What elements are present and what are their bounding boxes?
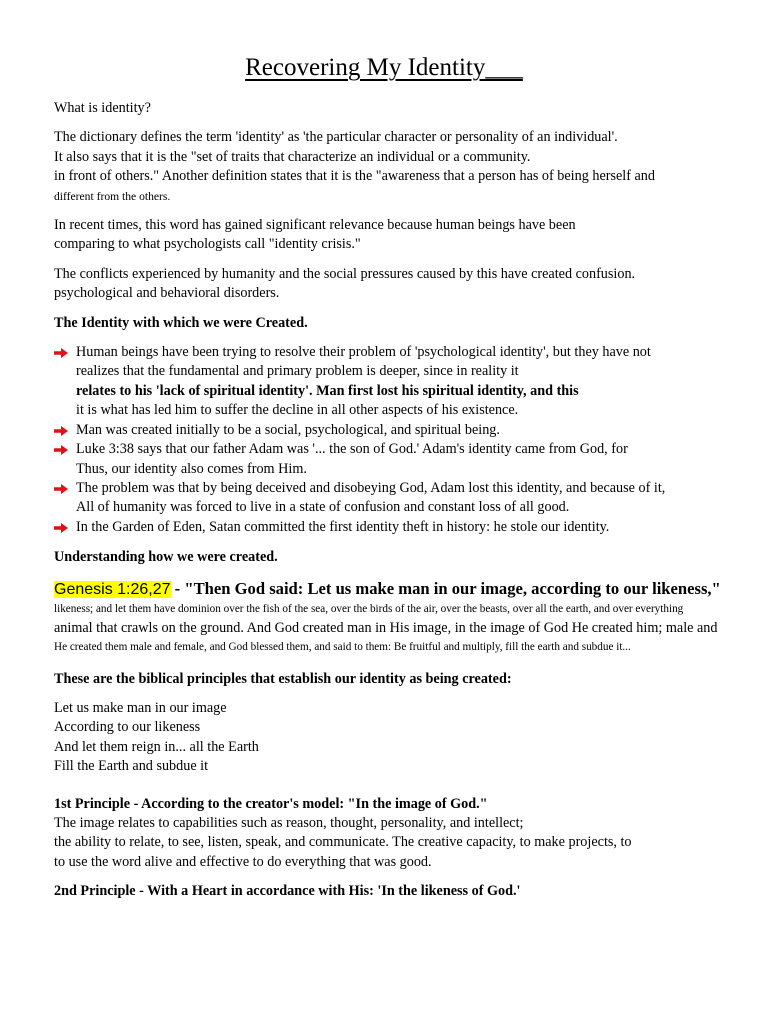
genesis-dash: - <box>170 578 185 598</box>
red-arrow-icon <box>54 445 68 455</box>
relevance-paragraph <box>54 216 754 255</box>
principle-item: Let us make man in our image <box>54 699 227 716</box>
bullet-line-bold: relates to his 'lack of spiritual identity'. Man first lost his spiritual identity, and this <box>76 382 579 399</box>
bullet-item <box>54 440 754 479</box>
principle-1-section <box>54 795 754 873</box>
bullet-item <box>54 421 754 440</box>
section-heading-identity: The Identity with which we were Created. <box>54 314 308 331</box>
conflicts-line: psychological and behavioral disorders. <box>54 285 280 302</box>
genesis-line: He created them male and female, and God blessed them, and said to them: Be fruitful and multiply, fill the earth and subdue it... <box>54 640 631 653</box>
principle-1-line: The image relates to capabilities such as reason, thought, personality, and intellect; <box>54 814 524 831</box>
red-arrow-icon <box>54 484 68 494</box>
genesis-reference: Genesis 1:26,27 <box>54 580 171 598</box>
red-arrow-icon <box>54 426 68 436</box>
spacer <box>54 657 754 670</box>
bullet-line: Thus, our identity also comes from Him. <box>76 460 307 477</box>
principles-heading: These are the biblical principles that establish our identity as being created: <box>54 670 512 687</box>
dictionary-line: It also says that it is the "set of traits that characterize an individual or a community. <box>54 148 531 165</box>
principle-2-heading: 2nd Principle - With a Heart in accordance with His: 'In the likeness of God.' <box>54 883 521 900</box>
section-heading-creation: Understanding how we were created. <box>54 549 278 566</box>
bullet-item <box>54 518 754 537</box>
principle-item: According to our likeness <box>54 719 201 736</box>
bullet-item <box>54 479 754 518</box>
conflicts-line: The conflicts experienced by humanity and the social pressures caused by this have created confusion. <box>54 265 636 282</box>
dictionary-line: in front of others." Another definition states that it is the "awareness that a person has of being herself and <box>54 168 655 185</box>
page-title <box>0 52 768 84</box>
identity-bullet-list <box>54 343 754 537</box>
principles-list <box>54 699 754 777</box>
bullet-line: All of humanity was forced to live in a state of confusion and constant loss of all good. <box>76 499 570 516</box>
dictionary-line: The dictionary defines the term 'identity' as 'the particular character or personality of an individual'. <box>54 129 618 146</box>
title-text: Recovering My Identity___ <box>245 54 523 81</box>
bullet-line: The problem was that by being deceived and disobeying God, Adam lost this identity, and because of it, <box>76 479 666 496</box>
bullet-line: it is what has led him to suffer the decline in all other aspects of his existence. <box>76 402 519 419</box>
bullet-line: In the Garden of Eden, Satan committed the first identity theft in history: he stole our identity. <box>76 518 610 535</box>
red-arrow-icon <box>54 348 68 358</box>
bullet-line: Human beings have been trying to resolve their problem of 'psychological identity', but they have not <box>76 344 651 361</box>
bullet-line: Man was created initially to be a social, psychological, and spiritual being. <box>76 421 500 438</box>
bullet-line: realizes that the fundamental and primary problem is deeper, since in reality it <box>76 363 519 380</box>
bullet-item <box>54 343 754 421</box>
principle-1-line: to use the word alive and effective to do everything that was good. <box>54 853 432 870</box>
principle-item: And let them reign in... all the Earth <box>54 738 259 755</box>
bullet-line: Luke 3:38 says that our father Adam was '... the son of God.' Adam's identity came from God, for <box>76 441 628 458</box>
dictionary-line: different from the others. <box>54 189 171 203</box>
conflicts-paragraph <box>54 265 754 304</box>
principle-1-line: the ability to relate, to see, listen, speak, and communicate. The creative capacity, to make projects, to <box>54 834 632 851</box>
relevance-line: comparing to what psychologists call "identity crisis." <box>54 236 361 253</box>
genesis-line: animal that crawls on the ground. And God created man in His image, in the image of God He created him; male and <box>54 619 718 636</box>
principle-item: Fill the Earth and subdue it <box>54 758 209 775</box>
principle-1-heading: 1st Principle - According to the creator's model: "In the image of God." <box>54 795 488 812</box>
intro-question: What is identity? <box>54 100 151 116</box>
genesis-line: likeness; and let them have dominion over the fish of the sea, over the birds of the air, over the beasts, over all the earth, and over everything <box>54 602 684 615</box>
document-body <box>54 99 754 912</box>
relevance-line: In recent times, this word has gained significant relevance because human beings have been <box>54 217 576 234</box>
genesis-quote-text: "Then God said: Let us make man in our image, according to our likeness," <box>184 578 721 598</box>
red-arrow-icon <box>54 523 68 533</box>
genesis-quote <box>54 578 754 600</box>
dictionary-paragraph <box>54 128 754 206</box>
